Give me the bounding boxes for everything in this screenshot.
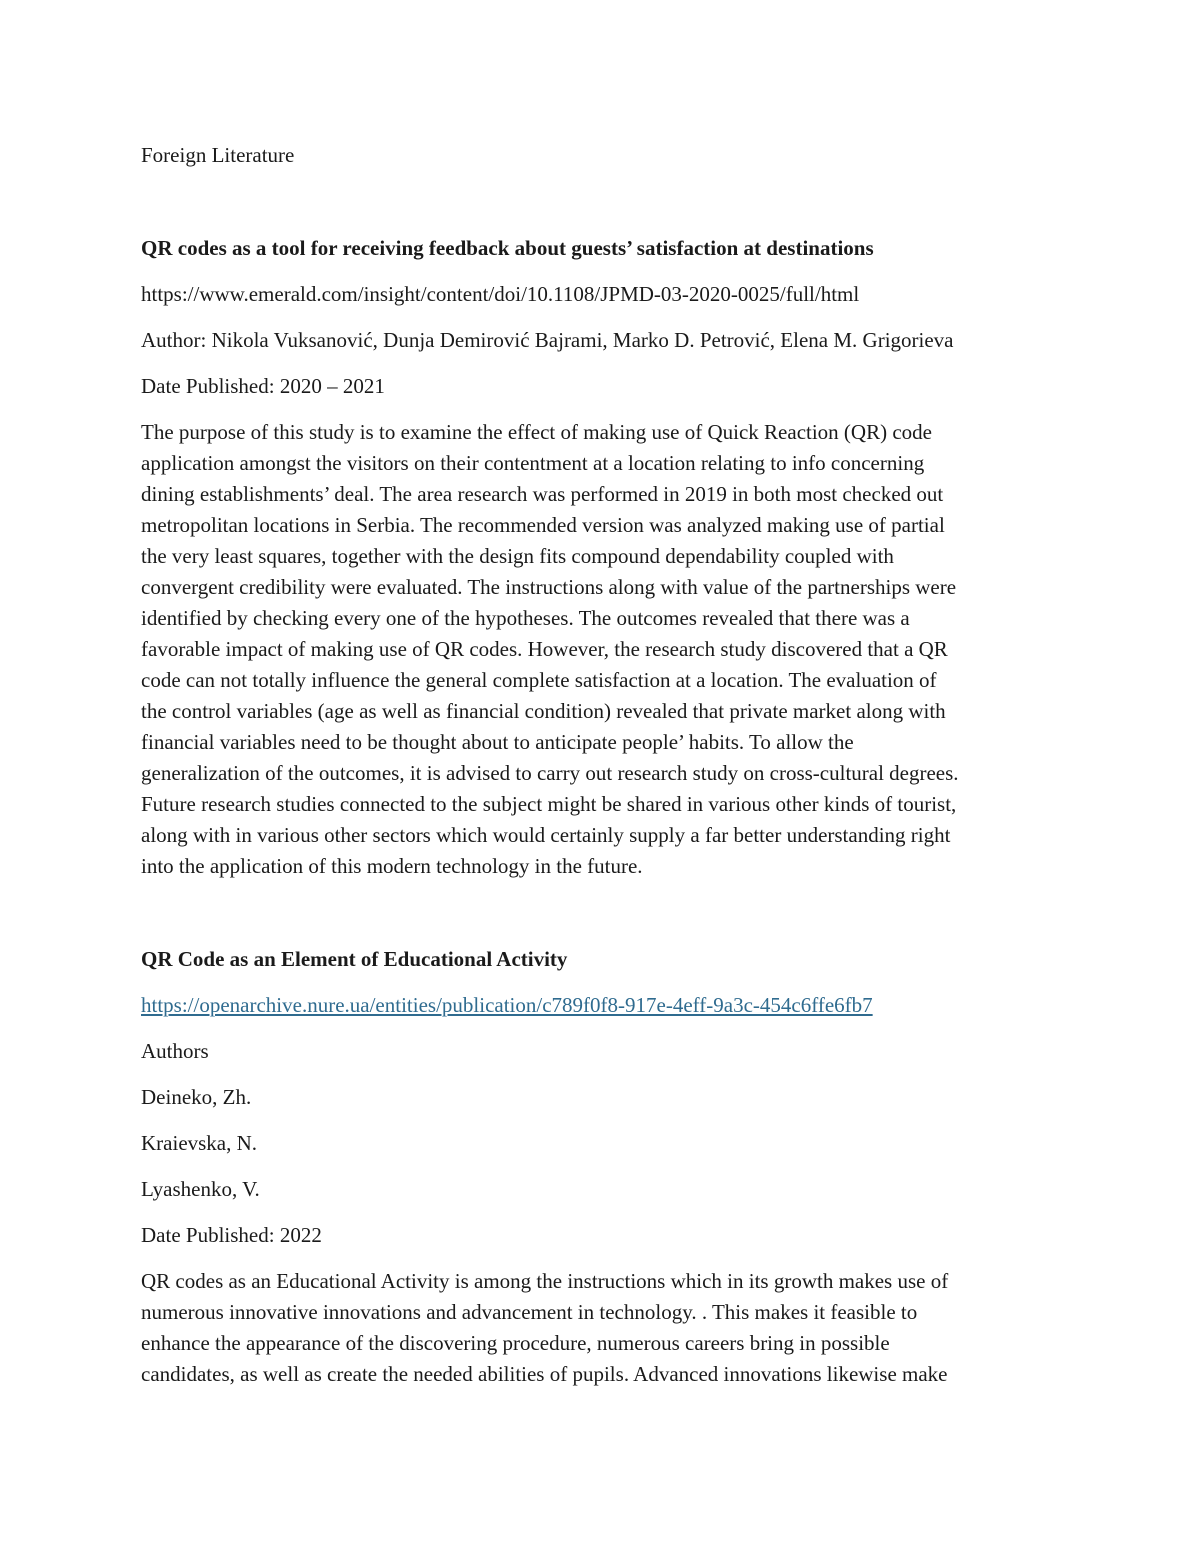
author-name: Kraievska, N.: [141, 1131, 258, 1155]
article-2-url-link[interactable]: https://openarchive.nure.ua/entities/publication/c789f0f8-917e-4eff-9a3c-454c6ffe6fb7: [141, 993, 873, 1017]
article-1-date: Date Published: 2020 – 2021: [141, 374, 385, 398]
abstract-line: financial variables need to be thought about to anticipate people’ habits. To allow the: [141, 730, 854, 754]
abstract-line: favorable impact of making use of QR codes. However, the research study discovered that a QR: [141, 637, 948, 661]
article-2-heading: QR Code as an Element of Educational Activity: [141, 947, 568, 971]
abstract-line: code can not totally influence the general complete satisfaction at a location. The evaluation of: [141, 668, 937, 692]
abstract-line: the control variables (age as well as financial condition) revealed that private market along with: [141, 699, 946, 723]
document-page: [141, 140, 1066, 1390]
abstract-line: dining establishments’ deal. The area research was performed in 2019 in both most checked out: [141, 482, 944, 506]
article-1: [141, 233, 1066, 882]
authors-label: Authors: [141, 1039, 209, 1063]
abstract-line: Future research studies connected to the subject might be shared in various other kinds of tourist,: [141, 792, 957, 816]
article-1-author: Author: Nikola Vuksanović, Dunja Demirović Bajrami, Marko D. Petrović, Elena M. Grigorieva: [141, 328, 954, 352]
abstract-line: metropolitan locations in Serbia. The recommended version was analyzed making use of partial: [141, 513, 945, 537]
article-2-date: Date Published: 2022: [141, 1223, 322, 1247]
document-title: Foreign Literature: [141, 143, 295, 167]
author-name: Deineko, Zh.: [141, 1085, 252, 1109]
article-1-abstract: [141, 417, 1066, 882]
abstract-line: QR codes as an Educational Activity is among the instructions which in its growth makes use of: [141, 1269, 949, 1293]
article-1-heading: QR codes as a tool for receiving feedback about guests’ satisfaction at destinations: [141, 236, 874, 260]
abstract-line: the very least squares, together with the design fits compound dependability coupled with: [141, 544, 894, 568]
article-2-abstract: [141, 1266, 1066, 1390]
abstract-line: numerous innovative innovations and advancement in technology. . This makes it feasible to: [141, 1300, 918, 1324]
article-1-url: https://www.emerald.com/insight/content/doi/10.1108/JPMD-03-2020-0025/full/html: [141, 282, 860, 306]
spacer: [141, 171, 1066, 233]
abstract-line: application amongst the visitors on their contentment at a location relating to info concerning: [141, 451, 925, 475]
abstract-line: into the application of this modern technology in the future.: [141, 854, 643, 878]
abstract-line: convergent credibility were evaluated. The instructions along with value of the partnerships were: [141, 575, 957, 599]
abstract-line: identified by checking every one of the hypotheses. The outcomes revealed that there was a: [141, 606, 910, 630]
abstract-line: enhance the appearance of the discovering procedure, numerous careers bring in possible: [141, 1331, 890, 1355]
abstract-line: The purpose of this study is to examine the effect of making use of Quick Reaction (QR) code: [141, 420, 932, 444]
spacer: [141, 882, 1066, 944]
abstract-line: candidates, as well as create the needed abilities of pupils. Advanced innovations likewise make: [141, 1362, 948, 1386]
author-name: Lyashenko, V.: [141, 1177, 260, 1201]
abstract-line: along with in various other sectors which would certainly supply a far better understanding right: [141, 823, 951, 847]
article-2: [141, 944, 1066, 1390]
abstract-line: generalization of the outcomes, it is advised to carry out research study on cross-cultural degrees.: [141, 761, 959, 785]
